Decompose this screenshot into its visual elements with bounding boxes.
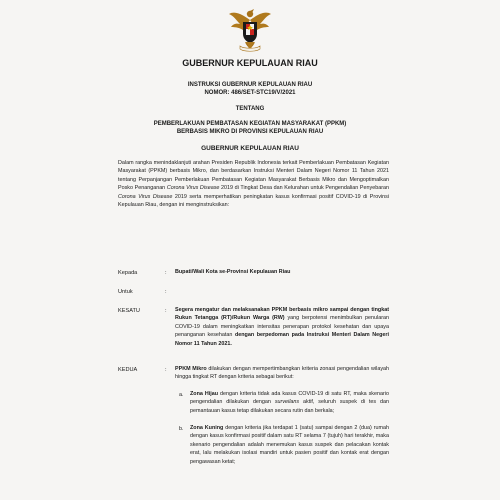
kesatu-text-b: yang berpotensi menimbulkan penularan COVID-19 dalam meningkatkan intensitas penerapan protokol kesehatan dan upaya penanganan kesehatan xyxy=(175,315,389,339)
garuda-emblem-icon xyxy=(226,6,274,54)
intro-paragraph xyxy=(118,159,389,209)
untuk-label: Untuk xyxy=(118,289,133,295)
intro-italic-b: Corona Virus Disease xyxy=(118,193,173,200)
zone-b-text xyxy=(190,424,389,466)
issuer-heading: GUBERNUR KEPULAUAN RIAU xyxy=(201,145,299,152)
kedua-label: KEDUA xyxy=(118,367,138,373)
kesatu-text xyxy=(175,306,389,348)
instruction-number: NOMOR: 486/SET-STC19/V/2021 xyxy=(204,90,296,96)
untuk-colon: : xyxy=(165,289,167,295)
intro-italic-a: Corona Virus Disease xyxy=(166,185,220,192)
zone-a-text-b: aktif, seluruh suspek di tes dan pemantauan kasus tetap dilakukan secara rutin dan berkala; xyxy=(190,399,389,414)
zone-a-text xyxy=(190,390,389,415)
kesatu-bold-c: dengan berpedoman pada Instruksi Menteri Dalam Negeri Nomor 11 Tahun 2021. xyxy=(175,332,389,347)
zone-a-bold: Zona Hijau xyxy=(190,391,219,397)
kedua-text xyxy=(175,365,389,382)
subject-line-2: BERBASIS MIKRO DI PROVINSI KEPULAUAN RIAU xyxy=(176,129,324,135)
kesatu-bold-a: Segera mengatur dan melaksanakan PPKM berbasis mikro sampai dengan tingkat Rukun Tetangga (RT)/Rukun Warga (RW) xyxy=(175,307,389,322)
zone-a-italic: surveilans xyxy=(274,399,300,406)
tentang-label: TENTANG xyxy=(235,106,265,112)
intro-text-b: 2019 di Tingkat Desa dan Kelurahan untuk Pengendalian Penyebaran xyxy=(219,185,389,192)
intro-text-c: 2019 serta memperhatikan peningkatan kasus konfirmasi positif COVID-19 di Provinsi Kepulauan Riau, dengan ini menginstruksikan: xyxy=(118,193,389,209)
kedua-colon: : xyxy=(165,367,167,373)
governor-heading: GUBERNUR KEPULAUAN RIAU xyxy=(182,58,318,68)
intro-text-a: Dalam rangka menindaklanjuti arahan Presiden Republik Indonesia terkait Pemberlakuan Pembatasan Kegiatan Masyarakat (PPKM) berbasis Mikro, dan berdasarkan Instruksi Menteri Dalam Negeri Nomor 11 Tahun 2021 tentang Perpanjangan Pemberlakuan Pembatasan Kegiatan Masyarakat Berbasis Mikro dan Mengoptimalkan Posko Penanganan xyxy=(118,160,389,192)
zone-a-letter: a. xyxy=(179,392,184,398)
kepada-colon: : xyxy=(165,270,167,276)
instruction-title: INSTRUKSI GUBERNUR KEPULAUAN RIAU xyxy=(187,82,313,88)
zone-a-text-a: dengan kriteria tidak ada kasus COVID-19 di satu RT, maka skenario pengendalian dilakukan dengan xyxy=(190,391,389,406)
zone-b-bold: Zona Kuning xyxy=(190,425,224,431)
zone-b-letter: b. xyxy=(179,426,184,432)
kepada-value: Bupati/Wali Kota se-Provinsi Kepulauan Riau xyxy=(175,269,291,275)
kepada-label: Kepada xyxy=(118,270,138,276)
kesatu-label: KESATU xyxy=(118,308,140,314)
zone-b-text-a: dengan kriteria jika terdapat 1 (satu) sampai dengan 2 (dua) rumah dengan kasus konfirmasi positif dalam satu RT selama 7 (tujuh) hari terakhir, maka skenario pengendalian adalah menemukan kasus suspek dan pelacakan kontak erat, lalu melakukan isolasi mandiri untuk pasien positif dan kontak erat dengan pengawasan ketat; xyxy=(190,425,390,465)
kedua-text-b: dilakukan dengan mempertimbangkan kriteria zonasi pengendalian wilayah hingga tingkat RT dengan kriteria sebagai berikut: xyxy=(175,366,390,381)
kesatu-colon: : xyxy=(165,308,167,314)
subject-line-1: PEMBERLAKUAN PEMBATASAN KEGIATAN MASYARAKAT (PPKM) xyxy=(153,121,347,127)
kedua-bold-a: PPKM Mikro xyxy=(175,366,207,372)
